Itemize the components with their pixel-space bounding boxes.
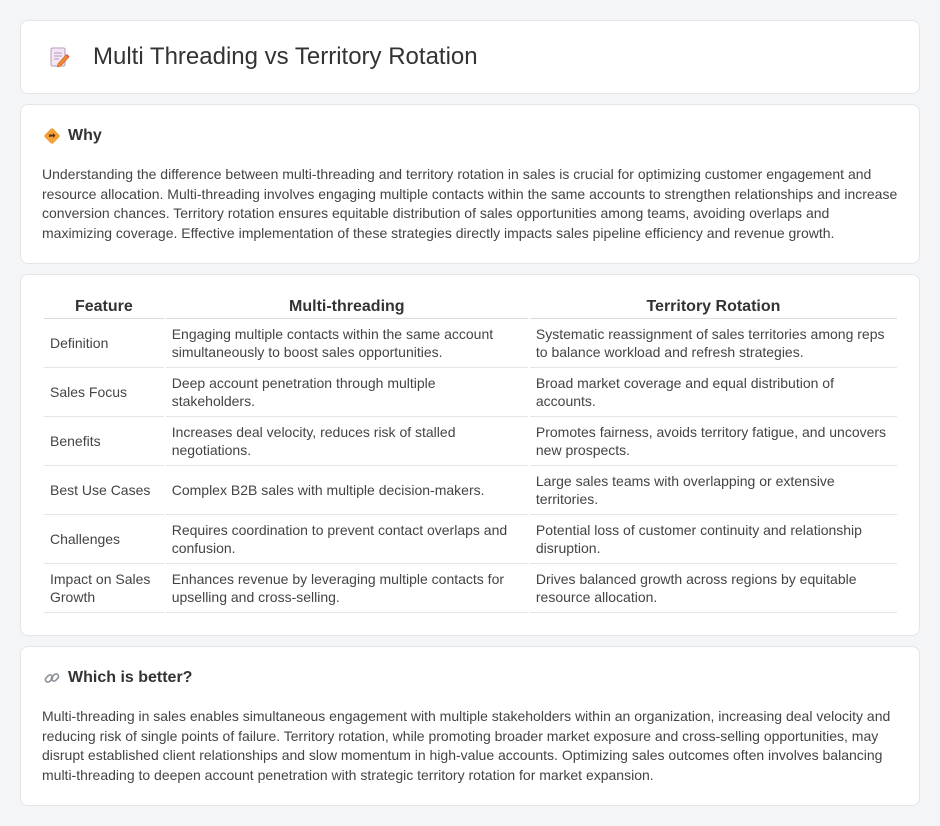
header-feature: Feature xyxy=(44,297,164,319)
row-feature: Challenges xyxy=(44,515,164,564)
row-feature: Benefits xyxy=(44,417,164,466)
better-card xyxy=(20,646,920,806)
row-multi-threading: Enhances revenue by leveraging multiple contacts for upselling and cross-selling. xyxy=(166,564,528,613)
table-row xyxy=(44,564,897,613)
better-text: Multi-threading in sales enables simultaneous engagement with multiple stakeholders within an organization, increasing deal velocity and reducing risk of single points of failure. Territory rotation, while promoting broader market exposure and cross-selling opportunities, may disrupt established client relationships and slow momentum in high-value accounts. Optimizing sales outcomes often involves balancing multi-threading to deepen account penetration with strategic territory rotation for market expansion. xyxy=(42,708,891,783)
header-card xyxy=(20,20,920,94)
better-title: Which is better? xyxy=(68,669,193,686)
comparison-card xyxy=(20,274,920,636)
why-card xyxy=(20,104,920,264)
row-multi-threading: Engaging multiple contacts within the same account simultaneously to boost sales opportunities. xyxy=(166,319,528,368)
table-row xyxy=(44,515,897,564)
row-multi-threading: Increases deal velocity, reduces risk of stalled negotiations. xyxy=(166,417,528,466)
why-text: Understanding the difference between multi-threading and territory rotation in sales is crucial for optimizing customer engagement and resource allocation. Multi-threading involves engaging multiple contacts within the same accounts to strengthen relationships and increase conversion chances. Territory rotation ensures equitable distribution of sales opportunities among teams, avoiding overlaps and maximizing coverage. Effective implementation of these strategies directly impacts sales pipeline efficiency and revenue growth. xyxy=(42,166,898,241)
why-title: Why xyxy=(68,127,102,144)
diamond-arrows-icon xyxy=(43,127,61,145)
row-territory-rotation: Large sales teams with overlapping or extensive territories. xyxy=(530,466,897,515)
header-territory-rotation: Territory Rotation xyxy=(530,297,897,319)
table-row xyxy=(44,368,897,417)
table-row xyxy=(44,417,897,466)
row-feature: Sales Focus xyxy=(44,368,164,417)
row-multi-threading: Deep account penetration through multiple stakeholders. xyxy=(166,368,528,417)
row-territory-rotation: Systematic reassignment of sales territories among reps to balance workload and refresh strategies. xyxy=(530,319,897,368)
table-header-row xyxy=(44,297,897,319)
table-row xyxy=(44,466,897,515)
row-territory-rotation: Broad market coverage and equal distribution of accounts. xyxy=(530,368,897,417)
row-multi-threading: Requires coordination to prevent contact overlaps and confusion. xyxy=(166,515,528,564)
table-row xyxy=(44,319,897,368)
better-heading xyxy=(43,669,192,687)
page-title: Multi Threading vs Territory Rotation xyxy=(93,43,478,70)
document-pencil-icon xyxy=(47,45,71,69)
row-territory-rotation: Promotes fairness, avoids territory fatigue, and uncovers new prospects. xyxy=(530,417,897,466)
row-territory-rotation: Drives balanced growth across regions by equitable resource allocation. xyxy=(530,564,897,613)
row-feature: Definition xyxy=(44,319,164,368)
link-icon xyxy=(43,669,61,687)
row-feature: Best Use Cases xyxy=(44,466,164,515)
row-feature: Impact on Sales Growth xyxy=(44,564,164,613)
row-multi-threading: Complex B2B sales with multiple decision-makers. xyxy=(166,466,528,515)
comparison-table xyxy=(42,297,899,613)
why-heading xyxy=(43,127,102,145)
header-multi-threading: Multi-threading xyxy=(166,297,528,319)
header xyxy=(21,21,919,93)
row-territory-rotation: Potential loss of customer continuity and relationship disruption. xyxy=(530,515,897,564)
